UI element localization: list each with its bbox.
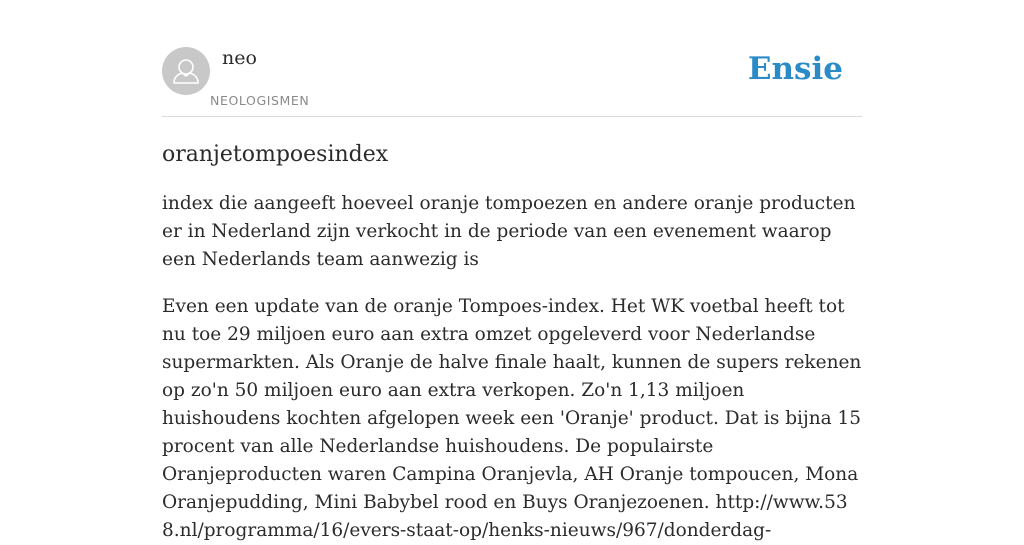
- example-text: Even een update van de oranje Tompoes-index. Het WK voetbal heeft tot nu toe 29 miljoen euro aan extra omzet opgeleverd voor Nederlandse supermarkten. Als Oranje de halve finale haalt, kunnen de supers rekenen op zo'n 50 miljoen euro aan extra verkopen. Zo'n 1,13 miljoen huishoudens kochten afgelopen week een 'Oranje' product. Dat is bijna 15 procent van alle Nederlandse huishoudens. De populairste Oranjeproducten waren Campina Oranjevla, AH Oranje tompoucen, Mona Oranjepudding, Mini Babybel rood en Buys Oranjezoenen.: [162, 296, 862, 513]
- entry-definition: index die aangeeft hoeveel oranje tompoezen en andere oranje producten er in Nederland zijn verkocht in de periode van een evenement waarop een Nederlands team aanwezig is: [162, 193, 856, 270]
- entry-title: oranjetompoesindex: [162, 142, 389, 167]
- example-source-link[interactable]: http://www.538.nl/programma/16/evers-staat-op/henks-nieuws/967/donderdag-: [162, 492, 848, 541]
- username[interactable]: neo: [222, 47, 257, 69]
- collection-label[interactable]: NEOLOGISMEN: [210, 93, 310, 108]
- avatar[interactable]: [162, 47, 210, 95]
- brand-logo[interactable]: Ensie: [747, 51, 843, 87]
- user-silhouette-icon: [162, 47, 210, 95]
- entry-content: [162, 138, 862, 545]
- entry-example: [162, 293, 862, 545]
- page-header: [162, 0, 862, 117]
